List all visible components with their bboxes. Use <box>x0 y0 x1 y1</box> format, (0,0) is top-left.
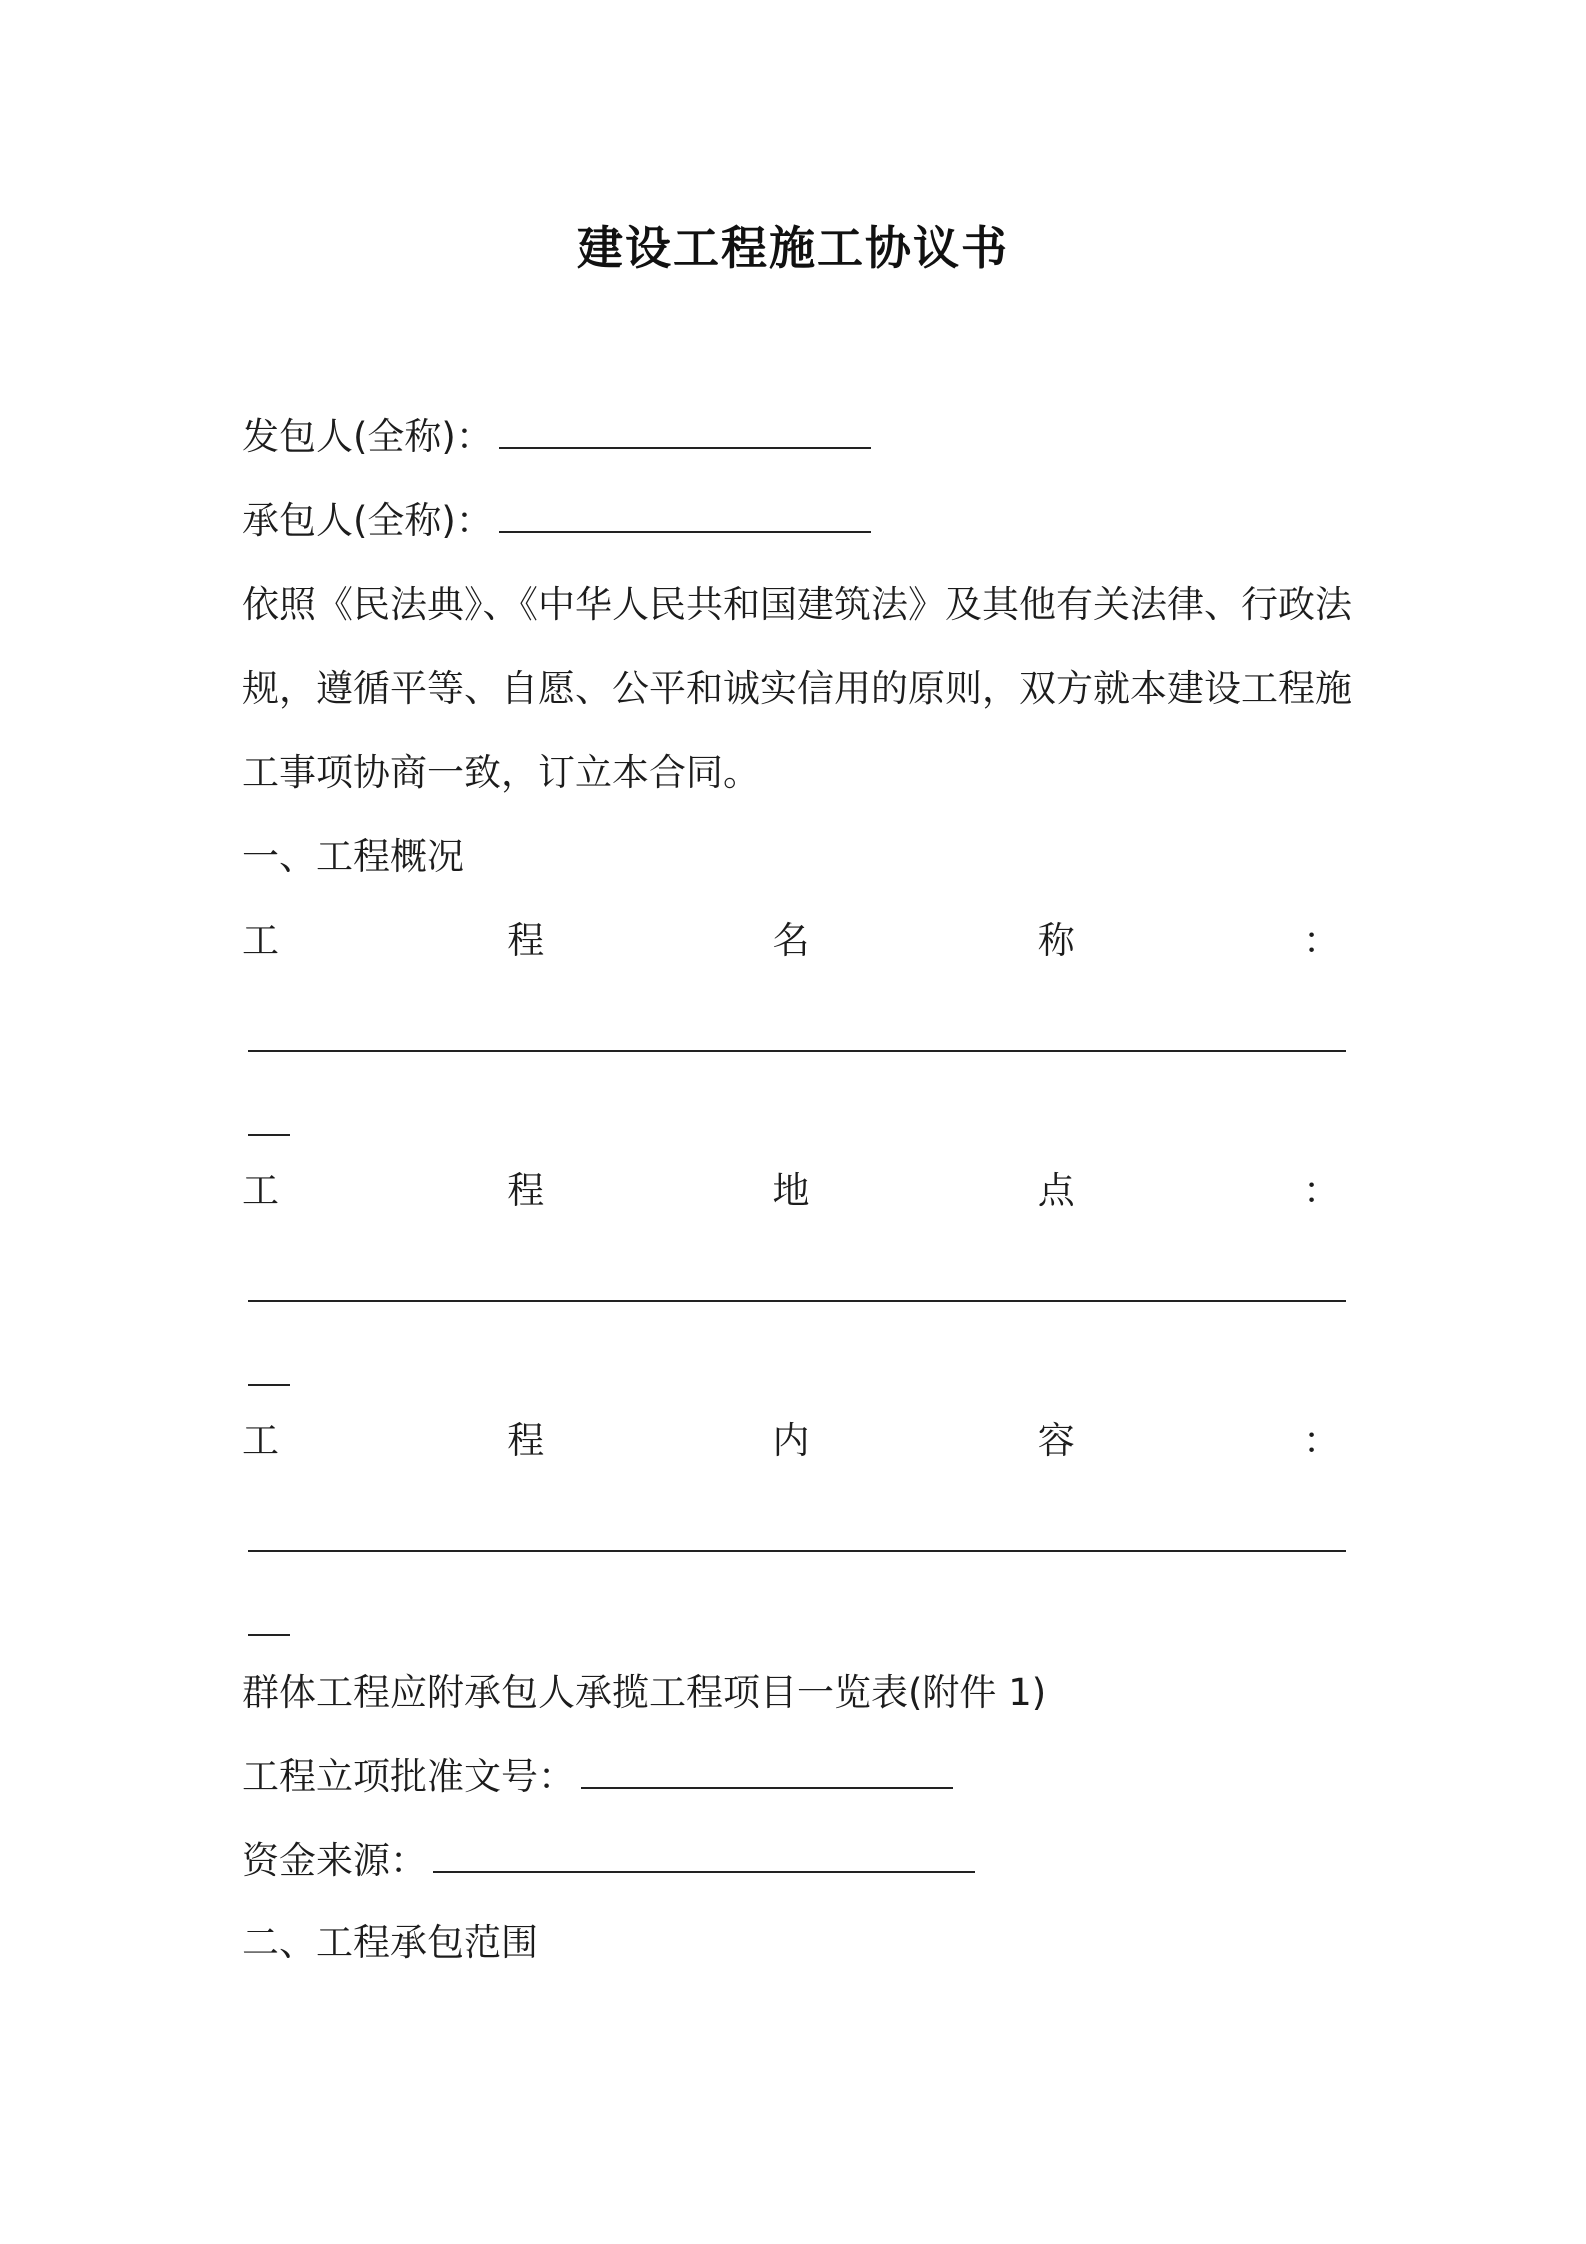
project-content-label: 工 程 内 容 ： <box>242 1419 1340 1462</box>
employer-label: 发包人(全称)： <box>242 415 493 458</box>
project-name-label: 工 程 名 称 ： <box>242 919 1340 962</box>
approval-number-blank[interactable] <box>581 1753 953 1789</box>
employer-name-blank[interactable] <box>499 413 871 449</box>
funding-source-blank[interactable] <box>433 1837 975 1873</box>
employer-line <box>242 412 1342 462</box>
project-name-blank-tail <box>248 1134 290 1136</box>
project-content-blank[interactable] <box>248 1550 1346 1552</box>
contractor-name-blank[interactable] <box>499 497 871 533</box>
approval-number-line <box>242 1752 1342 1802</box>
project-content-blank-tail <box>248 1634 290 1636</box>
preamble-line: 规，遵循平等、自愿、公平和诚实信用的原则，双方就本建设工程施 <box>242 667 1352 710</box>
contractor-line <box>242 496 1342 546</box>
contractor-label: 承包人(全称)： <box>242 499 493 542</box>
funding-source-label: 资金来源： <box>242 1839 427 1882</box>
document-title: 建设工程施工协议书 <box>577 221 1009 275</box>
project-name-blank[interactable] <box>248 1050 1346 1052</box>
preamble-line: 工事项协商一致，订立本合同。 <box>242 751 760 794</box>
section-heading: 二、工程承包范围 <box>242 1921 538 1964</box>
preamble-line: 依照《民法典》、《中华人民共和国建筑法》及其他有关法律、行政法 <box>242 583 1352 626</box>
project-location-blank[interactable] <box>248 1300 1346 1302</box>
approval-number-label: 工程立项批准文号： <box>242 1755 575 1798</box>
funding-source-line <box>242 1836 1342 1886</box>
group-project-note: 群体工程应附承包人承揽工程项目一览表(附件 1) <box>242 1671 1047 1714</box>
project-location-label: 工 程 地 点 ： <box>242 1169 1340 1212</box>
section-heading: 一、工程概况 <box>242 835 464 878</box>
project-location-blank-tail <box>248 1384 290 1386</box>
